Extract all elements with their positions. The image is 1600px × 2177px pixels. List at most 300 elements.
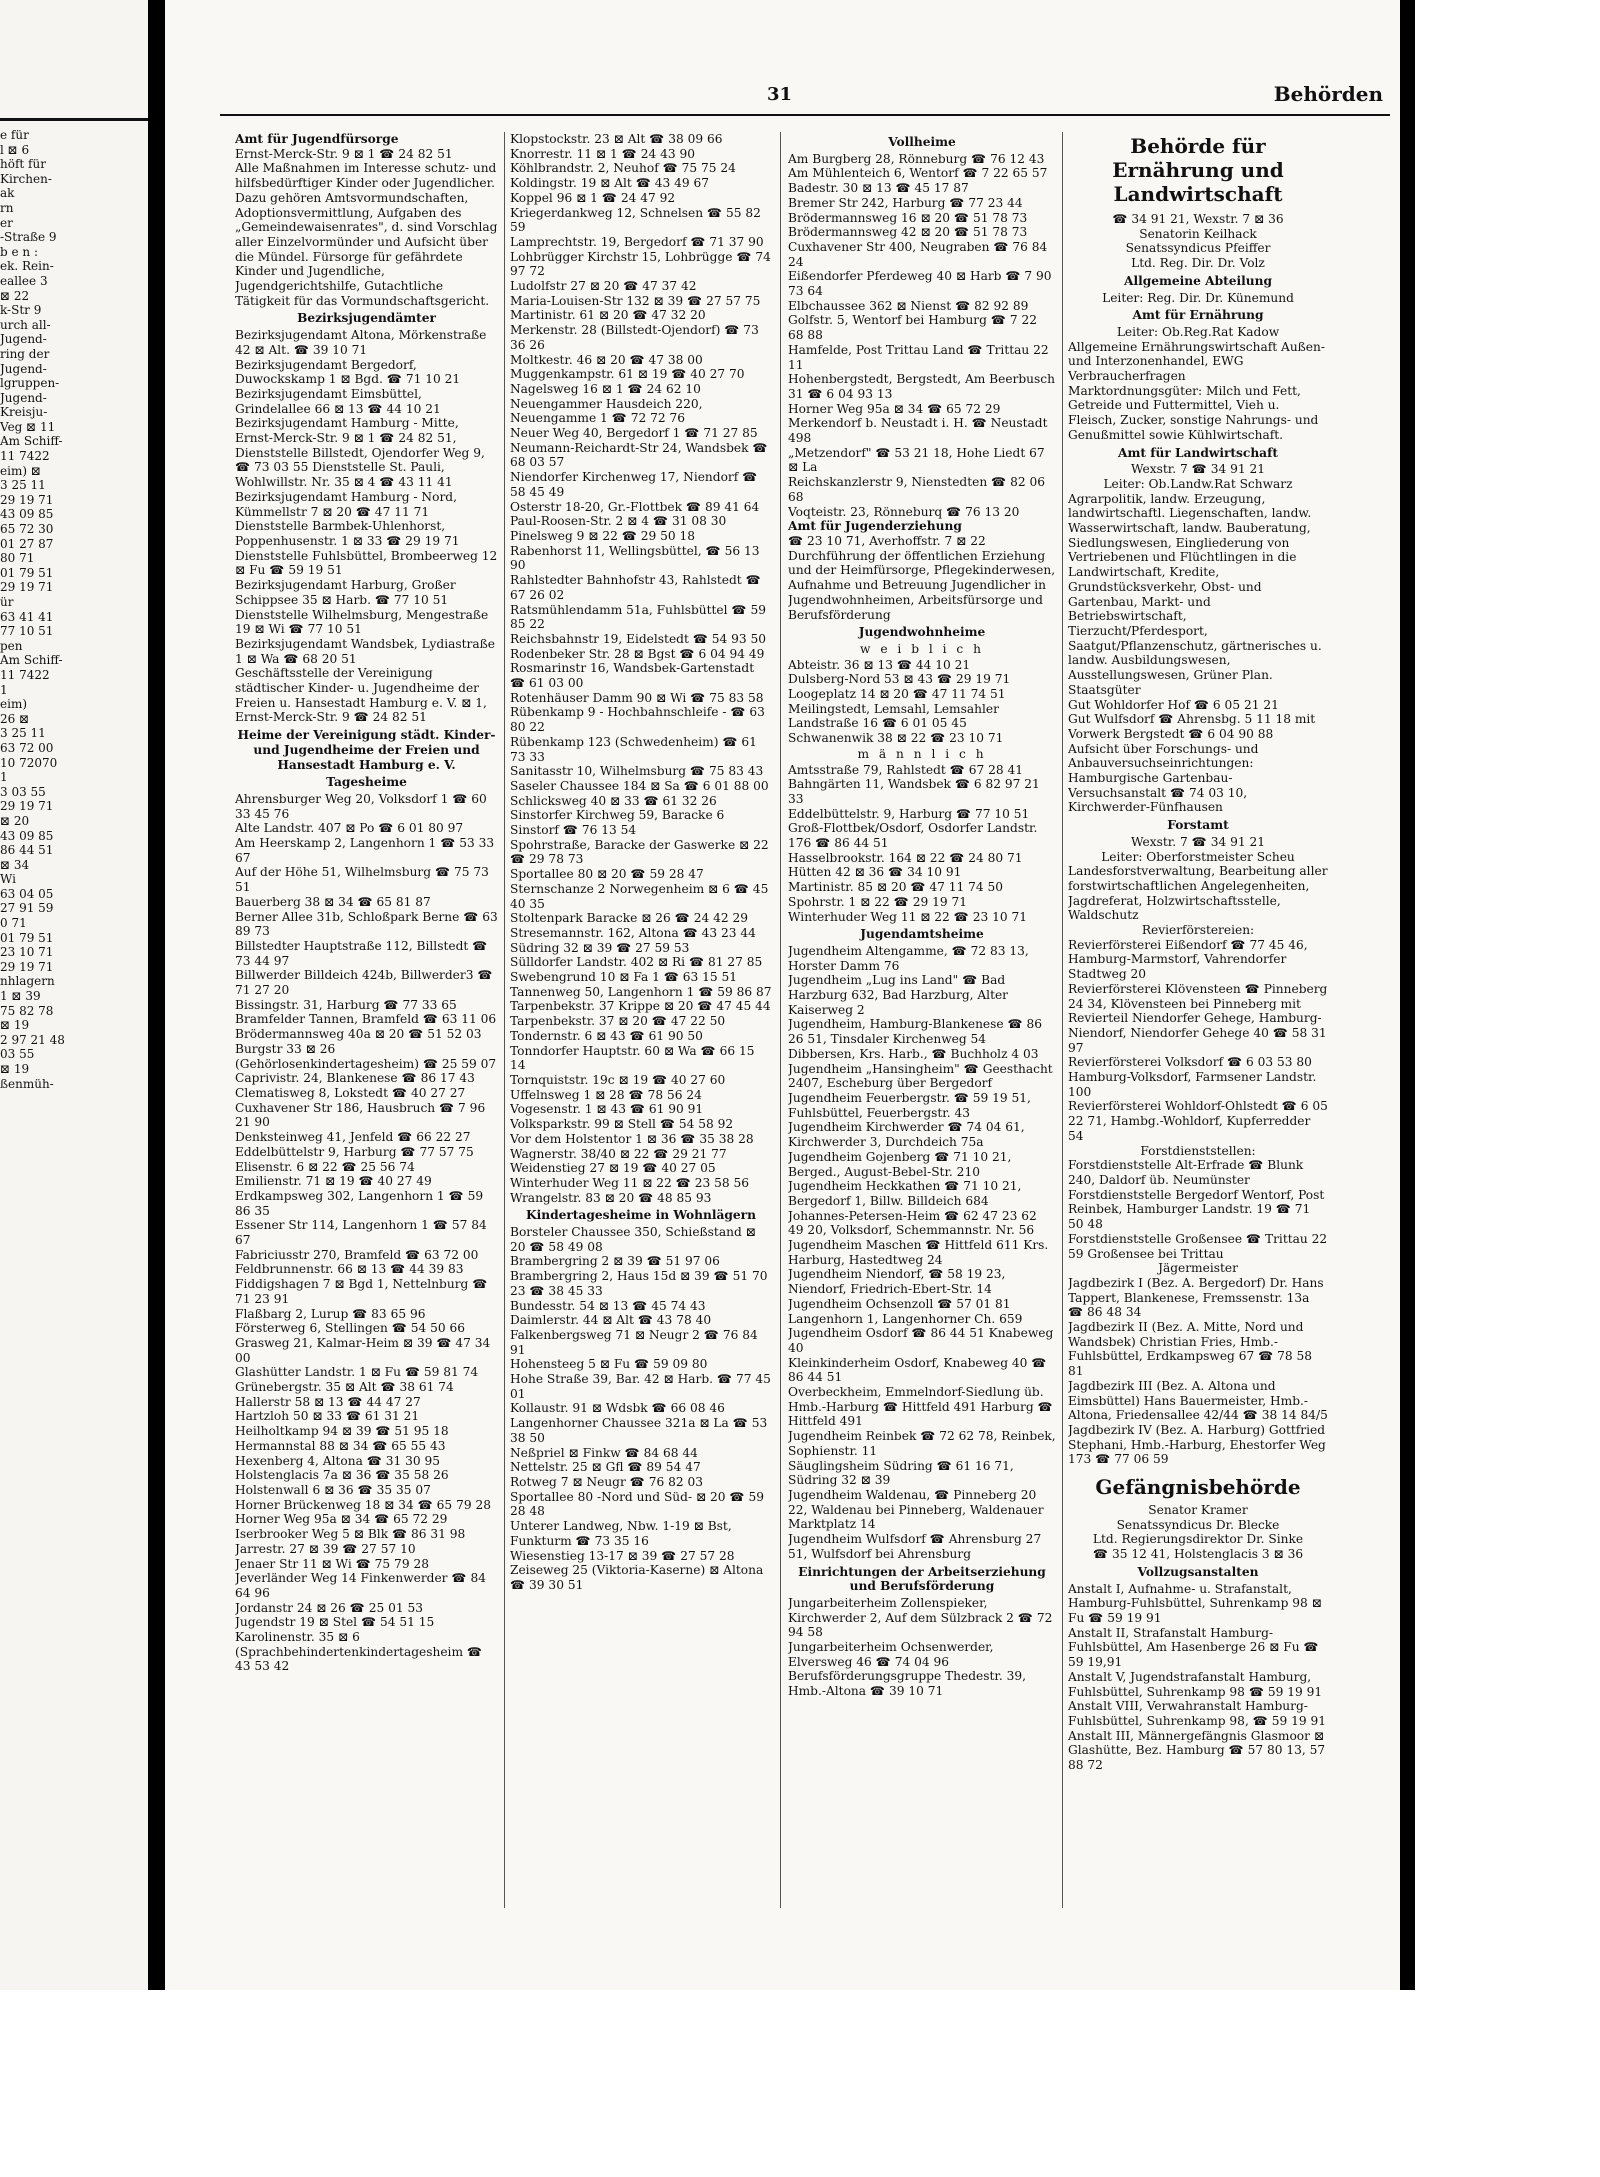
previous-page-fragment: er [0,215,13,230]
directory-entry: Gut Wulfsdorf ☎ Ahrensbg. 5 11 18 mit Vorwerk Bergstedt ☎ 6 04 90 88 [1068,712,1316,741]
directory-entry: Jugendheim Kirchwerder ☎ 74 04 61, Kirchwerder 3, Durchdeich 75a [788,1120,1025,1150]
directory-entry: Tonndorfer Hauptstr. 60 ⊠ Wa ☎ 66 15 14 [510,1043,755,1073]
subsection-heading: w e i b l i c h [860,641,984,656]
directory-entry: Hermannstal 88 ⊠ 34 ☎ 65 55 43 [235,1438,446,1453]
directory-entry: Elisenstr. 6 ⊠ 22 ☎ 25 56 74 [235,1159,415,1174]
directory-entry: Tornquiststr. 19c ⊠ 19 ☎ 40 27 60 [510,1073,726,1087]
directory-entry: Jungarbeiterheim Zollenspieker, Kirchwerder 2, Auf dem Sülzbrack 2 ☎ 72 94 58 [788,1595,1053,1640]
directory-entry: Moltkestr. 46 ⊠ 20 ☎ 47 38 00 [510,352,703,367]
directory-entry: Hexenberg 4, Altona ☎ 31 30 95 [235,1453,441,1468]
section-heading: Kindertagesheime in Wohnlägern [526,1208,756,1223]
previous-page-fragment: eim) ⊠ [0,463,41,478]
previous-page-fragment: eim) [0,697,27,712]
previous-page-fragment: 77 10 51 [0,624,54,639]
directory-entry: Daimlerstr. 44 ⊠ Alt ☎ 43 78 40 [510,1313,712,1328]
directory-entry: Sanitasstr 10, Wilhelmsburg ☎ 75 83 43 [510,764,764,779]
directory-entry: Forstdienststellen: [1140,1143,1256,1158]
directory-entry: Cuxhavener Str 186, Hausbruch ☎ 7 96 21 90 [235,1100,486,1130]
directory-entry: Emilienstr. 71 ⊠ 19 ☎ 40 27 49 [235,1174,432,1189]
directory-entry: Horner Weg 95a ⊠ 34 ☎ 65 72 29 [788,401,1001,416]
previous-page-fragment: 11 7422 [0,449,50,464]
directory-entry: Neßpriel ⊠ Finkw ☎ 84 68 44 [510,1445,698,1460]
directory-entry: Hohensteeg 5 ⊠ Fu ☎ 59 09 80 [510,1357,708,1372]
previous-page-fragment: Am Schiff- [0,653,63,668]
directory-entry: Tarpenbekstr. 37 Krippe ⊠ 20 ☎ 47 45 44 [510,999,771,1014]
directory-entry: Brödermannsweg 42 ⊠ 20 ☎ 51 78 73 [788,225,1028,240]
directory-entry: Alte Landstr. 407 ⊠ Po ☎ 6 01 80 97 [235,821,464,836]
directory-entry: Rübenkamp 9 - Hochbahnschleife - ☎ 63 80 22 [510,705,765,735]
directory-entry: Bezirksjugendamt Hamburg - Mitte, Ernst-Merck-Str. 9 ⊠ 1 ☎ 24 82 51, Dienststelle Billstedt, Ojendorfer Weg 9, ☎ 73 03 55 Dienststelle St. Pauli, Wohlwillstr. Nr. 35 ⊠ 4 ☎ 43 11 41 [235,416,485,490]
directory-entry: Bauerberg 38 ⊠ 34 ☎ 65 81 87 [235,894,431,909]
previous-page-fragment: 75 82 78 [0,1003,54,1018]
directory-entry: Knorrestr. 11 ⊠ 1 ☎ 24 43 90 [510,146,695,161]
previous-page-fragment: 01 27 87 [0,536,54,551]
column-residential-homes [788,132,1056,1699]
previous-page-fragment: 26 ⊠ [0,711,30,726]
directory-entry: Burgstr 33 ⊠ 26 (Gehörlosenkindertagesheim) ☎ 25 59 07 [235,1041,497,1071]
directory-entry: Maria-Louisen-Str 132 ⊠ 39 ☎ 27 57 75 [510,293,761,308]
previous-page-fragment: 10 72070 [0,755,58,770]
previous-page-fragment: 2 97 21 48 [0,1032,65,1047]
directory-entry: Kriegerdankweg 12, Schnelsen ☎ 55 82 59 [510,205,761,235]
directory-entry: Ernst-Merck-Str. 9 ⊠ 1 ☎ 24 82 51 [235,146,453,161]
directory-entry: Falkenbergsweg 71 ⊠ Neugr 2 ☎ 76 84 91 [510,1327,758,1357]
previous-page-fragment: 1 ⊠ 39 [0,989,41,1004]
directory-entry: Glashütter Landstr. 1 ⊠ Fu ☎ 59 81 74 [235,1365,479,1380]
directory-entry: Jugendheim Osdorf ☎ 86 44 51 Knabeweg 40 [788,1326,1054,1355]
previous-page-fragment: Jugend- [0,390,47,405]
previous-page-fragment: rn [0,200,14,215]
directory-entry: Sternschanze 2 Norwegenheim ⊠ 6 ☎ 45 40 35 [510,881,769,911]
directory-entry: Spohrstr. 1 ⊠ 22 ☎ 29 19 71 [788,894,967,909]
directory-entry: Wrangelstr. 83 ⊠ 20 ☎ 48 85 93 [510,1190,712,1205]
directory-entry: Essener Str 114, Langenhorn 1 ☎ 57 84 67 [235,1218,487,1248]
previous-page-fragment: 63 04 05 [0,886,54,901]
directory-entry: Am Burgberg 28, Rönneburg ☎ 76 12 43 [788,151,1045,166]
directory-entry: Amtsstraße 79, Rahlstedt ☎ 67 28 41 [788,762,1023,777]
previous-page-text [0,128,148,1091]
directory-entry: Jugendheim Feuerbergstr. ☎ 59 19 51, Fuhlsbüttel, Feuerbergstr. 43 [788,1091,1031,1120]
previous-page-fragment: -Straße 9 [0,230,57,245]
directory-entry: Jugendheim Reinbek ☎ 72 62 78, Reinbek, Sophienstr. 11 [788,1429,1056,1458]
directory-entry: Jenaer Str 11 ⊠ Wi ☎ 75 79 28 [235,1556,429,1571]
previous-page-fragment: ⊠ 34 [0,857,30,872]
directory-entry: Ltd. Regierungsdirektor Dr. Sinke [1092,1532,1304,1547]
directory-page [165,0,1400,1990]
directory-entry: Eddelbüttelstr 9, Harburg ☎ 77 57 75 [235,1144,474,1159]
directory-entry: Overbeckheim, Emmelndorf-Siedlung üb. Hmb.-Harburg ☎ Hittfeld 491 Harburg ☎ Hittfeld 491 [788,1385,1053,1429]
previous-page-fragment: Veg ⊠ 11 [0,419,56,434]
previous-page-fragment: eallee 3 [0,273,48,288]
directory-entry: Rodenbeker Str. 28 ⊠ Bgst ☎ 6 04 94 49 [510,646,765,661]
directory-entry: Meilingstedt, Lemsahl, Lemsahler Landstraße 16 ☎ 6 01 05 45 [788,701,999,731]
directory-entry: Anstalt VIII, Verwahranstalt Hamburg-Fuhlsbüttel, Suhrenkamp 98, ☎ 59 19 91 [1068,1699,1327,1728]
directory-entry: Jugendheim Altengamme, ☎ 72 83 13, Horster Damm 76 [788,943,1029,973]
section-heading: Bezirksjugendämter [297,311,436,326]
directory-entry: Lamprechtstr. 19, Bergedorf ☎ 71 37 90 [510,234,764,249]
directory-entry: Bezirksjugendamt Altona, Mörkenstraße 42 ⊠ Alt. ☎ 39 10 71 [235,328,487,357]
previous-page-fragment: 3 25 11 [0,726,46,741]
previous-page-fragment: ßenmüh- [0,1076,54,1091]
previous-page-fragment: ⊠ 22 [0,288,30,303]
directory-entry: Nettelstr. 25 ⊠ Gfl ☎ 89 54 47 [510,1460,701,1475]
directory-entry: Anstalt III, Männergefängnis Glasmoor ⊠ Glashütte, Bez. Hamburg ☎ 57 80 13, 57 88 72 [1068,1728,1326,1773]
previous-page-fragment: 29 19 71 [0,492,54,507]
directory-entry: Tondernstr. 6 ⊠ 43 ☎ 61 90 50 [510,1028,703,1043]
directory-entry: Jugendheim Waldenau, ☎ Pinneberg 20 22, Waldenau bei Pinneberg, Waldenauer Marktplatz 14 [788,1487,1044,1532]
directory-entry: Jugendheim „Lug ins Land" ☎ Bad Harzburg 632, Bad Harzburg, Alter Kaiserweg 2 [788,973,1009,1017]
previous-page-fragment: 3 03 55 [0,784,46,799]
directory-entry: Neuer Weg 40, Bergedorf 1 ☎ 71 27 85 [510,426,758,441]
directory-entry: Eißendorfer Pferdeweg 40 ⊠ Harb ☎ 7 90 73 64 [788,269,1052,299]
directory-entry: Bramfelder Tannen, Bramfeld ☎ 63 11 06 [235,1012,497,1027]
directory-entry: Merkenstr. 28 (Billstedt-Ojendorf) ☎ 73 36 26 [510,323,759,352]
directory-entry: Jugendheim Gojenberg ☎ 71 10 21, Berged., August-Bebel-Str. 210 [788,1149,1012,1179]
directory-entry: Sülldorfer Landstr. 402 ⊠ Ri ☎ 81 27 85 [510,955,763,970]
previous-page-fragment: 43 09 85 [0,828,54,843]
page-header [165,78,1400,112]
section-heading: Vollzugsanstalten [1137,1564,1259,1579]
directory-entry: Hasselbrookstr. 164 ⊠ 22 ☎ 24 80 71 [788,850,1023,865]
directory-entry: Tannenweg 50, Langenhorn 1 ☎ 59 86 87 [510,984,772,999]
directory-entry: Sportallee 80 ⊠ 20 ☎ 59 28 47 [510,867,704,882]
directory-entry: Geschäftsstelle der Vereinigung städtischer Kinder- u. Jugendheime der Freien u. Hansestadt Hamburg e. V. ⊠ 1, Ernst-Merck-Str. 9 ☎ 24 82 51 [235,666,487,725]
directory-entry: Agrarpolitik, landw. Erzeugung, landwirtschaftl. Liegenschaften, landw. Wasserwirtschaft, landw. Bauberatung, Siedlungswesen, Eingliederung von Vertriebenen und Flüchtlingen in die Landwirtschaft, Kredite, Grundstücksverkehr, Obst- und Gartenbau, Markt- und Betriebswirtschaft, Tierzucht/Pferdesport, Saatgut/Pflanzenschutz, gärtnerisches u. landw. Ausbildungswesen, Ausstellungswesen, Grüner Plan. [1068,491,1322,683]
header-rule [220,114,1390,116]
directory-entry: ☎ 34 91 21, Wexstr. 7 ⊠ 36 [1112,212,1284,226]
directory-entry: Senatssyndicus Pfeiffer [1125,241,1271,256]
directory-entry: Niendorfer Kirchenweg 17, Niendorf ☎ 58 45 49 [510,470,758,499]
previous-page-fragment: Jugend- [0,361,47,376]
directory-entry: Rahlstedter Bahnhofstr 43, Rahlstedt ☎ 67 26 02 [510,573,761,602]
previous-page-fragment: 63 72 00 [0,740,54,755]
directory-entry: Leiter: Ob.Reg.Rat Kadow [1116,324,1280,339]
directory-entry: Brambergring 2, Haus 15d ⊠ 39 ☎ 51 70 23 ☎ 38 45 33 [510,1269,768,1298]
directory-entry: Iserbrooker Weg 5 ⊠ Blk ☎ 86 31 98 [235,1527,466,1542]
subsection-heading: m ä n n l i c h [857,746,987,761]
directory-entry: Karolinenstr. 35 ⊠ 6 (Sprachbehindertenkindertagesheim ☎ 43 53 42 [235,1630,483,1674]
directory-entry: Revierförsterei Eißendorf ☎ 77 45 46, Hamburg-Marmstorf, Vahrendorfer Stadtweg 20 [1068,937,1308,982]
directory-entry: Marktordnungsgüter: Milch und Fett, Getreide und Futtermittel, Vieh u. Fleisch, Zucker, sonstige Nahrungs- und Genußmittel sowie Kühlwirtschaft. [1068,383,1319,442]
directory-entry: Hohe Straße 39, Bar. 42 ⊠ Harb. ☎ 77 45 01 [510,1372,771,1401]
directory-entry: Hütten 42 ⊠ 36 ☎ 34 10 91 [788,865,962,880]
previous-page-fragment: ⊠ 19 [0,1018,30,1033]
directory-entry: Voqteistr. 23, Rönneburq ☎ 76 13 20 [788,504,1020,519]
directory-entry: Säuglingsheim Südring ☎ 61 16 71, Südring 32 ⊠ 39 [788,1458,1014,1488]
directory-entry: Johannes-Petersen-Heim ☎ 62 47 23 62 49 20, Volksdorf, Schemmannstr. Nr. 56 [788,1208,1037,1238]
directory-entry: Horner Brückenweg 18 ⊠ 34 ☎ 65 79 28 [235,1497,491,1512]
directory-entry: Tarpenbekstr. 37 ⊠ 20 ☎ 47 22 50 [510,1014,726,1029]
directory-entry: Bezirksjugendamt Harburg, Großer Schippsee 35 ⊠ Harb. ☎ 77 10 51 Dienststelle Wilhelmsburg, Mengestraße 19 ⊠ Wi ☎ 77 10 51 [235,578,489,637]
directory-entry: Uffelnsweg 1 ⊠ 28 ☎ 78 56 24 [510,1087,702,1102]
directory-entry: Aufsicht über Forschungs- und Anbauversuchseinrichtungen: Hamburgische Gartenbau-Versuchsanstalt ☎ 74 03 10, Kirchwerder-Fünfhausen [1068,741,1259,815]
directory-entry: Jägermeister [1158,1261,1238,1276]
directory-entry: Ratsmühlendamm 51a, Fuhlsbüttel ☎ 59 85 22 [510,602,766,632]
authority-heading: Gefängnisbehörde [1095,1475,1301,1500]
directory-entry: Bissingstr. 31, Harburg ☎ 77 33 65 [235,997,457,1012]
directory-entry: Loogeplatz 14 ⊠ 20 ☎ 47 11 74 51 [788,687,1006,702]
directory-entry: Hartzloh 50 ⊠ 33 ☎ 61 31 21 [235,1409,420,1424]
directory-entry: Anstalt II, Strafanstalt Hamburg-Fuhlsbüttel, Am Hasenberge 26 ⊠ Fu ☎ 59 19,91 [1068,1625,1319,1670]
directory-entry: Anstalt V, Jugendstrafanstalt Hamburg, Fuhlsbüttel, Suhrenkamp 98 ☎ 59 19 91 [1068,1669,1323,1699]
directory-entry: Cuxhavener Str 400, Neugraben ☎ 76 84 24 [788,239,1048,269]
directory-entry: Reichsbahnstr 19, Eidelstedt ☎ 54 93 50 [510,631,767,646]
directory-entry: Schwanenwik 38 ⊠ 22 ☎ 23 10 71 [788,731,1004,746]
directory-entry: Grasweg 21, Kalmar-Heim ⊠ 39 ☎ 47 34 00 [235,1335,491,1365]
previous-page-fragment: 63 41 41 [0,609,54,624]
directory-entry: Nagelsweg 16 ⊠ 1 ☎ 24 62 10 [510,381,701,396]
directory-entry: Wexstr. 7 ☎ 34 91 21 [1131,462,1265,477]
directory-entry: Försterweg 6, Stellingen ☎ 54 50 66 [235,1321,466,1336]
directory-entry: Rabenhorst 11, Wellingsbüttel, ☎ 56 13 90 [510,543,760,573]
directory-entry: Paul-Roosen-Str. 2 ⊠ 4 ☎ 31 08 30 [510,514,727,529]
previous-page-fragment: urch all- [0,317,51,332]
previous-page-fragment: 01 79 51 [0,565,54,580]
directory-entry: Leiter: Reg. Dir. Dr. Künemund [1102,290,1294,305]
directory-entry: Fiddigshagen 7 ⊠ Bgd 1, Nettelnburg ☎ 71 23 91 [235,1277,488,1306]
authority-heading: Behörde für Ernährung und Landwirtschaft [1112,134,1284,206]
directory-entry: Eddelbüttelstr. 9, Harburg ☎ 77 10 51 [788,806,1030,821]
section-heading: Jugendwohnheime [858,625,986,640]
directory-entry: Forstdienststelle Großensee ☎ Trittau 22 59 Großensee bei Trittau [1068,1231,1328,1261]
directory-entry: Forstdienststelle Alt-Erfrade ☎ Blunk 240, Daldorf üb. Neumünster [1068,1158,1304,1187]
directory-entry: Köhlbrandstr. 2, Neuhof ☎ 75 75 24 [510,161,736,176]
previous-page-fragment: 1 [0,770,8,785]
previous-page-fragment: 3 25 11 [0,478,46,493]
directory-entry: Jungarbeiterheim Ochsenwerder, Elversweg 46 ☎ 74 04 96 [788,1640,994,1669]
previous-page-fragment: ak [0,186,15,201]
directory-entry: Holstenglacis 7a ⊠ 36 ☎ 35 58 26 [235,1468,449,1483]
section-heading: Amt für Ernährung [1132,308,1264,323]
directory-entry: Lohbrügger Kirchstr 15, Lohbrügge ☎ 74 97 72 [510,249,771,279]
directory-entry: Fabriciusstr 270, Bramfeld ☎ 63 72 00 [235,1247,479,1262]
previous-page-fragment: 27 91 59 [0,901,54,916]
directory-entry: Billstedter Hauptstraße 112, Billstedt ☎ 73 44 97 [235,938,488,968]
directory-entry: Clematisweg 8, Lokstedt ☎ 40 27 27 [235,1086,466,1100]
directory-entry: Sportallee 80 -Nord und Süd- ⊠ 20 ☎ 59 28 48 [510,1489,764,1519]
previous-page-fragment: 01 79 51 [0,930,54,945]
previous-page-fragment: Kreisju- [0,405,48,420]
section-heading: Vollheime [888,135,956,149]
directory-entry: Volksparkstr. 99 ⊠ Stell ☎ 54 58 92 [510,1117,734,1132]
previous-page-header-rule [0,118,148,121]
directory-entry: Wexstr. 7 ☎ 34 91 21 [1131,834,1265,849]
directory-entry: Heilholtkamp 94 ⊠ 39 ☎ 51 95 18 [235,1424,449,1439]
directory-entry: Brödermannsweg 40a ⊠ 20 ☎ 51 52 03 [235,1027,482,1042]
directory-entry: Revierförsterei Volksdorf ☎ 6 03 53 80 Hamburg-Volksdorf, Farmsener Landstr. 100 [1068,1055,1317,1099]
directory-entry: Jugendheim, Hamburg-Blankenese ☎ 86 26 51, Tinsdaler Kirchenweg 54 [788,1017,1043,1047]
previous-page-fragment: 86 44 51 [0,843,54,858]
previous-page-fragment: 0 71 [0,916,27,931]
directory-entry: Landesforstverwaltung, Bearbeitung aller forstwirtschaftlichen Angelegenheiten, Jagdreferat, Holzwirtschaftsstelle, Waldschutz [1068,864,1328,923]
directory-entry: Vor dem Holstentor 1 ⊠ 36 ☎ 35 38 28 [510,1131,754,1146]
directory-entry: ☎ 35 12 41, Holstenglacis 3 ⊠ 36 [1092,1547,1304,1562]
directory-entry: Unterer Landweg, Nbw. 1-19 ⊠ Bst, Funkturm ☎ 73 35 16 [510,1519,732,1548]
directory-entry: Am Mühlenteich 6, Wentorf ☎ 7 22 65 57 [788,166,1048,181]
previous-page-fragment: pen [0,638,23,653]
directory-entry: Winterhuder Weg 11 ⊠ 22 ☎ 23 58 56 [510,1175,750,1190]
previous-page-edge [0,0,148,1990]
directory-entry: Pinelsweg 9 ⊠ 22 ☎ 29 50 18 [510,528,696,543]
previous-page-fragment: k-Str 9 [0,303,42,318]
previous-page-fragment: ür [0,595,14,609]
directory-entry: Jagdbezirk IV (Bez. A. Harburg) Gottfried Stephani, Hmb.-Harburg, Ehestorfer Weg 173 ☎ 77 06 59 [1068,1422,1326,1467]
directory-entry: Sinstorfer Kirchweg 59, Baracke 6 Sinstorf ☎ 76 13 54 [510,808,725,838]
directory-entry: Martinistr. 85 ⊠ 20 ☎ 47 11 74 50 [788,880,1004,895]
previous-page-fragment: b e n : [0,244,38,259]
directory-entry: Jugendheim „Hansingheim" ☎ Geesthacht 2407, Escheburg über Bergedorf [788,1061,1053,1091]
directory-entry: Osterstr 18-20, Gr.-Flottbek ☎ 89 41 64 [510,499,760,514]
directory-entry: Forstdienststelle Bergedorf Wentorf, Post Reinbek, Hamburger Landstr. 19 ☎ 71 50 48 [1068,1187,1325,1232]
directory-entry: Langenhorner Chaussee 321a ⊠ La ☎ 53 38 50 [510,1416,768,1445]
office-heading: Amt für Jugendfürsorge [235,132,399,146]
directory-entry: Jagdbezirk I (Bez. A. Bergedorf) Dr. Hans Tappert, Blankenese, Fremssenstr. 13a ☎ 86 48 34 [1068,1275,1324,1320]
directory-entry: Jugendheim Ochsenzoll ☎ 57 01 81 Langenhorn 1, Langenhorner Ch. 659 [788,1296,1023,1326]
directory-entry: Hamfelde, Post Trittau Land ☎ Trittau 22 11 [788,342,1049,372]
previous-page-fragment: Kirchen- [0,171,52,186]
directory-entry: Senatssyndicus Dr. Blecke [1116,1517,1280,1532]
previous-page-fragment: lgruppen- [0,376,60,391]
directory-entry: Neumann-Reichardt-Str 24, Wandsbek ☎ 68 03 57 [510,440,768,470]
directory-entry: Bremer Str 242, Harburg ☎ 77 23 44 [788,195,1023,210]
directory-entry: Billwerder Billdeich 424b, Billwerder3 ☎ 71 27 20 [235,968,493,998]
directory-entry: Bezirksjugendamt Wandsbek, Lydiastraße 1 ⊠ Wa ☎ 68 20 51 [235,636,495,666]
directory-entry: Muggenkampstr. 61 ⊠ 19 ☎ 40 27 70 [510,367,745,382]
previous-page-fragment: 23 10 71 [0,945,54,960]
directory-entry: Stresemannstr. 162, Altona ☎ 43 23 44 [510,925,756,940]
directory-entry: Ludolfstr 27 ⊠ 20 ☎ 47 37 42 [510,279,697,294]
previous-page-fragment: e für [0,128,29,142]
previous-page-fragment: Jugend- [0,332,47,347]
previous-page-fragment: 29 19 71 [0,959,54,974]
directory-entry: Leiter: Ob.Landw.Rat Schwarz [1103,476,1293,491]
previous-page-fragment: 65 72 30 [0,522,54,537]
page-number: 31 [767,84,793,105]
directory-entry: Spohrstraße, Baracke der Gaswerke ⊠ 22 ☎ 29 78 73 [510,837,769,867]
directory-entry: Grünebergstr. 35 ⊠ Alt ☎ 38 61 74 [235,1380,454,1395]
previous-page-fragment: 11 7422 [0,667,50,682]
directory-entry: Ltd. Reg. Dir. Dr. Volz [1131,256,1265,271]
directory-entry: Reichskanzlerstr 9, Nienstedten ☎ 82 06 68 [788,475,1045,504]
directory-entry: Dibbersen, Krs. Harb., ☎ Buchholz 4 03 [788,1046,1039,1061]
directory-entry: Wagnerstr. 38/40 ⊠ 22 ☎ 29 21 77 [510,1146,727,1161]
previous-page-fragment: ring der [0,346,50,361]
directory-entry: Stoltenpark Baracke ⊠ 26 ☎ 24 42 29 [510,911,749,926]
directory-entry: Klopstockstr. 23 ⊠ Alt ☎ 38 09 66 [510,132,723,146]
directory-entry: Senator Kramer [1148,1503,1248,1518]
directory-entry: Vogesenstr. 1 ⊠ 43 ☎ 61 90 91 [510,1102,704,1117]
directory-entry: Wiesenstieg 13-17 ⊠ 39 ☎ 27 57 28 [510,1548,735,1563]
directory-entry: Alle Maßnahmen im Interesse schutz- und hilfsbedürftiger Kinder oder Jugendlicher. Dazu gehören Amtsvormundschaften, Adoptionsvermittlung, Aufgaben des „Gemeindewaisenrates", d. sind Vorschlag aller Einzelvormünder und Aufsicht über die Mündel. Fürsorge für gefährdete Kinder und Jugendliche, Jugendgerichtshilfe, Gutachtliche Tätigkeit für das Vormundschaftsgericht. [235,161,498,308]
directory-entry: Brödermannsweg 16 ⊠ 20 ☎ 51 78 73 [788,210,1028,225]
directory-entry: Bundesstr. 54 ⊠ 13 ☎ 45 74 43 [510,1298,706,1313]
section-heading: Tagesheime [326,775,407,790]
directory-entry: Leiter: Oberforstmeister Scheu [1101,849,1295,864]
directory-entry: Jugendheim Heckkathen ☎ 71 10 21, Bergedorf 1, Billw. Billdeich 684 [788,1179,1022,1208]
directory-entry: Erdkampsweg 302, Langenhorn 1 ☎ 59 86 35 [235,1188,484,1218]
directory-entry: Bahngärten 11, Wandsbek ☎ 6 82 97 21 33 [788,777,1040,806]
directory-entry: ☎ 23 10 71, Averhoffstr. 7 ⊠ 22 Durchführung der öffentlichen Erziehung und der Heimfürsorge, Pflegekinderwesen, Aufnahme und Betreuung Jugendlicher in Jugendwohnheimen, Arbeitsfürsorge und Berufsförderung [788,533,1056,622]
section-heading: Einrichtungen der Arbeitserziehung und Berufsförderung [798,1564,1046,1594]
directory-entry: Hohenbergstedt, Bergstedt, Am Beerbusch 31 ☎ 6 04 93 13 [788,372,1055,401]
column-divider [1062,132,1063,1908]
directory-entry: Auf der Höhe 51, Wilhelmsburg ☎ 75 73 51 [235,865,489,895]
directory-entry: Revierförsterei Wohldorf-Ohlstedt ☎ 6 05 22 71, Hambg.-Wohldorf, Kupferredder 54 [1068,1099,1328,1143]
directory-entry: Winterhuder Weg 11 ⊠ 22 ☎ 23 10 71 [788,909,1028,924]
directory-entry: Jordanstr 24 ⊠ 26 ☎ 25 01 53 [235,1600,423,1615]
previous-page-fragment: 29 19 71 [0,799,54,814]
directory-entry: Horner Weg 95a ⊠ 34 ☎ 65 72 29 [235,1512,448,1527]
directory-entry: Koldingstr. 19 ⊠ Alt ☎ 43 49 67 [510,176,710,191]
directory-entry: Staatsgüter [1068,682,1141,697]
previous-page-fragment: 1 [0,682,8,697]
directory-entry: Jugendheim Wulfsdorf ☎ Ahrensburg 27 51, Wulfsdorf bei Ahrensburg [788,1532,1042,1561]
directory-entry: Jarrestr. 27 ⊠ 39 ☎ 27 57 10 [235,1541,416,1556]
directory-entry: Rotweg 7 ⊠ Neugr ☎ 76 82 03 [510,1474,704,1489]
section-title: Behörden [1273,82,1383,106]
directory-entry: Gut Wohldorfer Hof ☎ 6 05 21 21 [1068,697,1279,712]
directory-entry: Südring 32 ⊠ 39 ☎ 27 59 53 [510,940,690,955]
directory-entry: Neuengammer Hausdeich 220, Neuengamme 1 ☎ 72 72 76 [510,396,703,426]
previous-page-fragment: 29 19 71 [0,580,54,595]
column-divider [504,132,505,1908]
section-heading: Forstamt [1167,818,1229,833]
previous-page-fragment: 80 71 [0,551,35,566]
directory-entry: Golfstr. 5, Wentorf bei Hamburg ☎ 7 22 68 88 [788,313,1037,343]
directory-entry: Hallerstr 58 ⊠ 13 ☎ 44 47 27 [235,1394,421,1409]
directory-entry: Kleinkinderheim Osdorf, Knabeweg 40 ☎ 86 44 51 [788,1355,1047,1385]
directory-entry: Brambergring 2 ⊠ 39 ☎ 51 97 06 [510,1254,720,1269]
directory-entry: Jugendheim Maschen ☎ Hittfeld 611 Krs. Harburg, Hastedtweg 24 [788,1238,1049,1267]
directory-entry: Caprivistr. 24, Blankenese ☎ 86 17 43 [235,1071,475,1086]
directory-entry: Flaßbarg 2, Lurup ☎ 83 65 96 [235,1306,426,1321]
previous-page-fragment: Am Schiff- [0,434,63,449]
directory-entry: Elbchaussee 362 ⊠ Nienst ☎ 82 92 89 [788,298,1029,313]
previous-page-fragment: 43 09 85 [0,507,54,522]
directory-entry: Rosmarinstr 16, Wandsbek-Gartenstadt ☎ 61 03 00 [510,661,755,691]
column-food-agriculture-prisons [1068,132,1328,1773]
directory-entry: Jugendstr 19 ⊠ Stel ☎ 54 51 15 [235,1615,435,1630]
section-heading: Amt für Landwirtschaft [1118,445,1278,460]
directory-entry: Jagdbezirk III (Bez. A. Altona und Eimsbüttel) Hans Bauermeister, Hmb.-Altona, Friedensallee 42/44 ☎ 38 14 84/5 [1068,1378,1328,1423]
directory-entry: Anstalt I, Aufnahme- u. Strafanstalt, Hamburg-Fuhlsbüttel, Suhrenkamp 98 ⊠ Fu ☎ 59 19 91 [1068,1581,1322,1625]
directory-entry: Jagdbezirk II (Bez. A. Mitte, Nord und Wandsbek) Christian Fries, Hmb.-Fuhlsbüttel, Erdkampsweg 67 ☎ 78 58 81 [1068,1320,1313,1379]
directory-entry: Abteistr. 36 ⊠ 13 ☎ 44 10 21 [788,657,971,672]
directory-entry: Saseler Chaussee 184 ⊠ Sa ☎ 6 01 88 00 [510,778,769,793]
directory-entry: Kollaustr. 91 ⊠ Wdsbk ☎ 66 08 46 [510,1401,725,1416]
directory-entry: Senatorin Keilhack [1139,226,1257,241]
directory-entry: Berufsförderungsgruppe Thedestr. 39, Hmb.-Altona ☎ 39 10 71 [788,1669,1027,1699]
office-heading: Amt für Jugenderziehung [788,519,962,534]
directory-entry: Merkendorf b. Neustadt i. H. ☎ Neustadt 498 [788,416,1048,446]
directory-entry: Berner Allee 31b, Schloßpark Berne ☎ 63 89 73 [235,909,498,939]
directory-entry: Feldbrunnenstr. 66 ⊠ 13 ☎ 44 39 83 [235,1262,464,1277]
directory-entry: Koppel 96 ⊠ 1 ☎ 24 47 92 [510,190,676,205]
directory-entry: Weidenstieg 27 ⊠ 19 ☎ 40 27 05 [510,1161,716,1176]
directory-entry: Borsteler Chaussee 350, Schießstand ⊠ 20 ☎ 58 49 08 [510,1225,756,1254]
directory-entry: Badestr. 30 ⊠ 13 ☎ 45 17 87 [788,181,969,196]
previous-page-fragment: höft für [0,157,46,172]
previous-page-fragment: 03 55 [0,1047,35,1062]
previous-page-fragment: ek. Rein- [0,259,54,274]
directory-entry: Bezirksjugendamt Bergedorf, Duwockskamp 1 ⊠ Bgd. ☎ 71 10 21 [235,357,461,387]
column-youth-welfare [235,132,498,1674]
directory-entry: Revierförstereien: [1141,923,1255,938]
directory-entry: Zeiseweg 25 (Viktoria-Kaserne) ⊠ Altona ☎ 39 30 51 [510,1563,764,1592]
directory-entry: Rübenkamp 123 (Schwedenheim) ☎ 61 73 33 [510,734,757,764]
directory-entry: Holstenwall 6 ⊠ 36 ☎ 35 35 07 [235,1482,431,1497]
directory-entry: Swebengrund 10 ⊠ Fa 1 ☎ 63 15 51 [510,970,738,985]
